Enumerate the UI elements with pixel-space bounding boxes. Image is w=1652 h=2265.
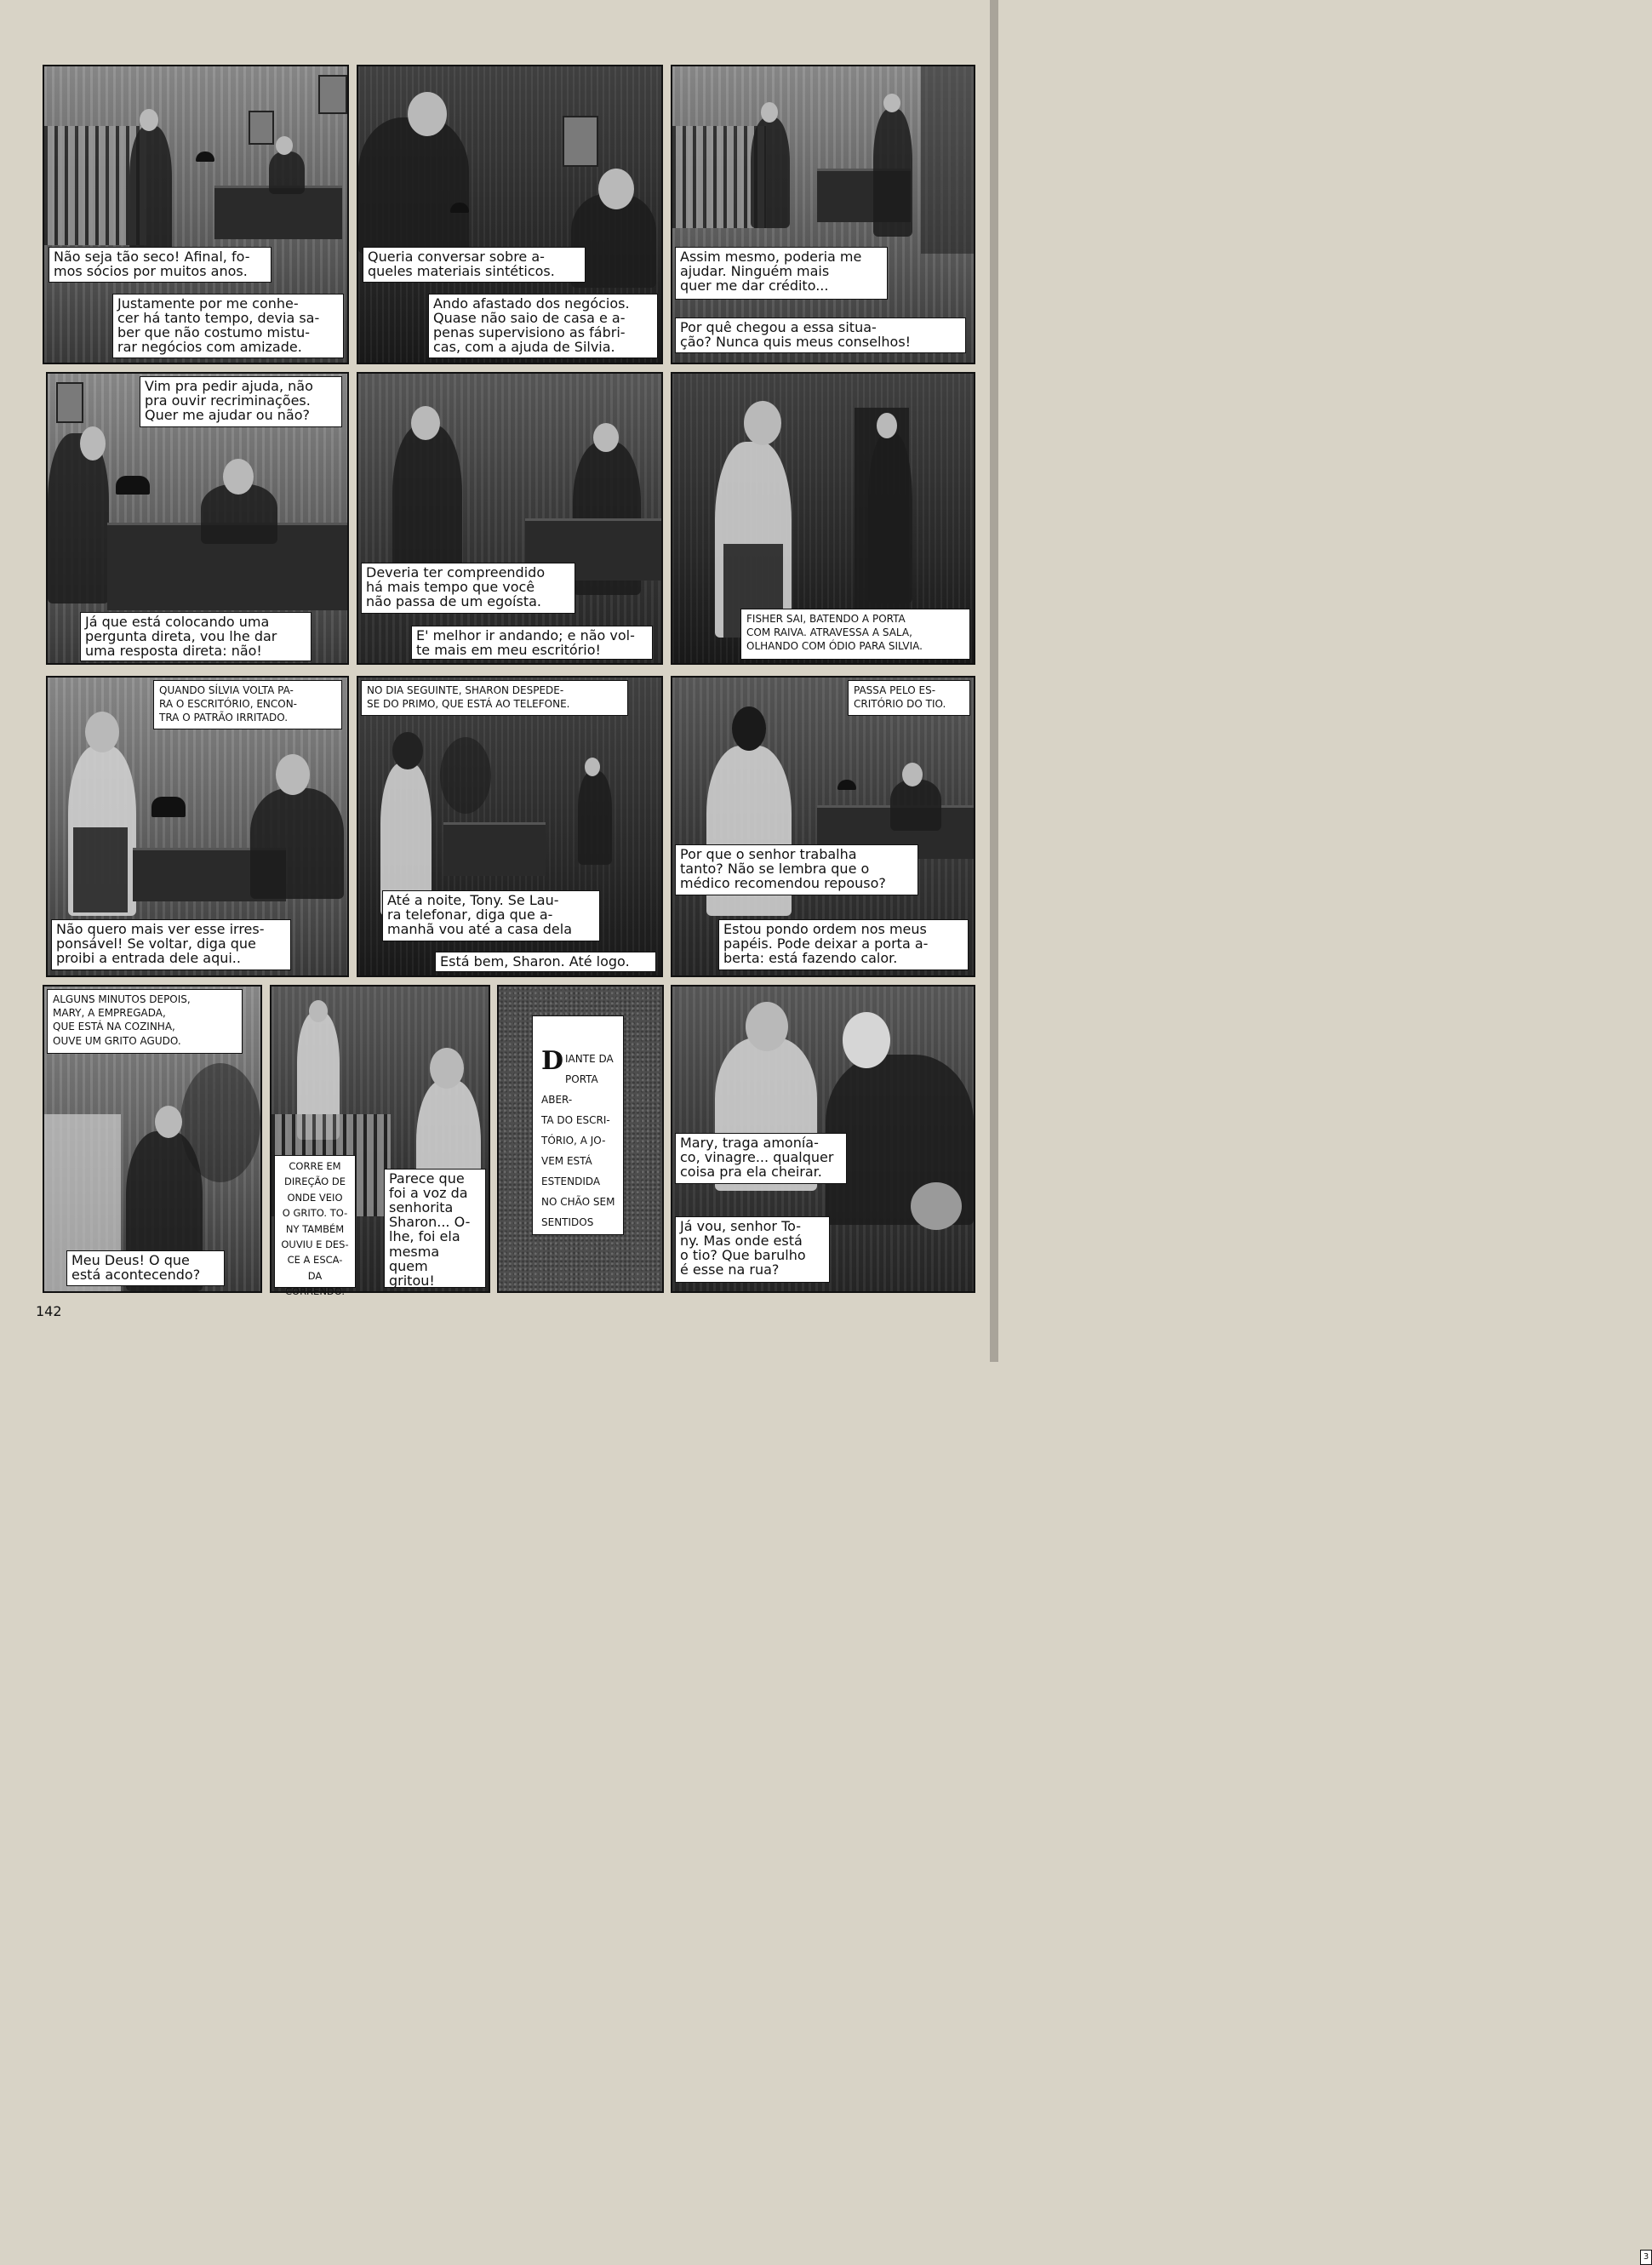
seated-man-figure — [890, 780, 941, 831]
man-head — [140, 109, 158, 131]
speech-bubble: Por que o senhor trabalha tanto? Não se lembra que o médico recomendou repouso? — [675, 844, 918, 895]
desk-lamp — [837, 780, 856, 790]
comic-panel-6 — [671, 372, 975, 665]
speech-bubble: Vim pra pedir ajuda, não pra ouvir recriminações. Quer me ajudar ou não? — [140, 376, 342, 427]
woman-skirt — [73, 827, 128, 912]
speech-bubble: Mary, traga amonía- co, vinagre... qualquer coisa pra ela cheirar. — [675, 1133, 847, 1184]
man-head — [902, 763, 923, 786]
narration-caption: PASSA PELO ES- CRITÓRIO DO TIO. — [848, 680, 970, 716]
speech-bubble: Está bem, Sharon. Até logo. — [435, 952, 656, 972]
speech-bubble: Justamente por me conhe- cer há tanto tempo, devia sa- ber que não costumo mistu- rar negócios com amizade. — [112, 294, 344, 358]
man-on-phone-figure — [578, 771, 612, 865]
man-head — [408, 92, 447, 136]
speech-bubble: Parece que foi a voz da senhorita Sharon... O- lhe, foi ela mesma quem gritou! — [384, 1169, 486, 1288]
narration-caption: NO DIA SEGUINTE, SHARON DESPEDE- SE DO PRIMO, QUE ESTÁ AO TELEFONE. — [361, 680, 628, 716]
man-head — [80, 426, 106, 460]
speech-bubble: Por quê chegou a essa situa- ção? Nunca quis meus conselhos! — [675, 317, 966, 353]
speech-bubble: Já vou, senhor To- ny. Mas onde está o tio? Que barulho é esse na rua? — [675, 1216, 830, 1283]
door-shadow — [921, 66, 974, 254]
comic-panel-1 — [43, 65, 349, 364]
man-head — [877, 413, 897, 438]
speech-bubble: Deveria ter compreendido há mais tempo que você não passa de um egoísta. — [361, 563, 575, 614]
leaning-man-figure — [358, 117, 469, 254]
desk-lamp — [450, 203, 469, 213]
maid-head — [155, 1106, 182, 1138]
man-at-door-figure — [868, 433, 912, 603]
unconscious-woman-head — [911, 1182, 962, 1230]
narration-box — [532, 1015, 624, 1235]
man-head — [585, 758, 600, 776]
comic-panel-8 — [357, 676, 663, 977]
corner-number: 3 — [1640, 2250, 1652, 2265]
wall-picture — [249, 111, 274, 145]
desk-lamp — [116, 476, 150, 495]
man-head — [309, 1000, 328, 1022]
man-head — [276, 754, 310, 795]
woman-head — [85, 712, 119, 752]
speech-bubble: Já que está colocando uma pergunta direta, vou lhe dar uma resposta direta: não! — [80, 612, 312, 661]
narration-caption: CORRE EM DIREÇÃO DE ONDE VEIO O GRITO. TO- NY TAMBÉM OUVIU E DES- CE A ESCA- DA CORRENDO. — [274, 1155, 356, 1288]
seated-man-figure — [250, 788, 344, 899]
speech-bubble: Meu Deus! O que está acontecendo? — [66, 1250, 225, 1286]
man-head — [843, 1012, 890, 1068]
comic-panel-9 — [671, 676, 975, 977]
man-head — [411, 406, 440, 440]
comic-panel-2 — [357, 65, 663, 364]
man-head — [761, 102, 778, 123]
comic-panel-11 — [270, 985, 490, 1298]
page-number: 142 — [36, 1303, 62, 1319]
speech-bubble: Ando afastado dos negócios. Quase não saio de casa e a- penas supervisiono as fábri- cas, com a ajuda de Silvia. — [428, 294, 658, 358]
woman-head — [732, 706, 766, 751]
standing-man-figure — [873, 109, 912, 237]
narration-caption: FISHER SAI, BATENDO A PORTA COM RAIVA. ATRAVESSA A SALA, OLHANDO COM ÓDIO PARA SILVIA. — [740, 609, 970, 660]
maid-head — [746, 1002, 788, 1051]
comic-panel-7 — [46, 676, 349, 977]
speech-bubble: Queria conversar sobre a- queles materiais sintéticos. — [363, 247, 586, 283]
man-head — [276, 136, 293, 155]
maid-head — [430, 1048, 464, 1089]
speech-bubble: E' melhor ir andando; e não vol- te mais em meu escritório! — [411, 626, 653, 660]
comic-panel-3 — [671, 65, 975, 364]
speech-bubble: Estou pondo ordem nos meus papéis. Pode deixar a porta a- berta: está fazendo calor. — [718, 919, 969, 970]
speech-bubble: Não quero mais ver esse irres- ponsável! Se voltar, diga que proibi a entrada dele aqui.. — [51, 919, 291, 970]
wall-picture — [318, 75, 347, 114]
speech-bubble: Não seja tão seco! Afinal, fo- mos sócios por muitos anos. — [49, 247, 272, 283]
man-head — [883, 94, 900, 112]
man-head — [598, 169, 634, 209]
wall-picture — [56, 382, 83, 423]
man-head — [223, 459, 254, 495]
standing-man-figure — [48, 433, 109, 603]
standing-man-figure — [129, 126, 172, 254]
comic-panel-5 — [357, 372, 663, 665]
desk-lamp — [196, 152, 214, 162]
drop-cap: D — [541, 1046, 564, 1076]
desk-lamp — [151, 797, 186, 817]
woman-head — [392, 732, 423, 769]
plant — [440, 737, 491, 814]
man-head — [593, 423, 619, 452]
wall-picture — [563, 116, 598, 167]
speech-bubble: Até a noite, Tony. Se Lau- ra telefonar, diga que a- manhã vou até a casa dela — [382, 890, 600, 941]
table — [443, 822, 546, 876]
comic-panel-10 — [43, 985, 262, 1293]
page-edge — [990, 0, 998, 1362]
seated-man-figure — [269, 152, 305, 194]
narration-text: IANTE DA PORTA ABER- TA DO ESCRI- TÓRIO, A JO- VEM ESTÁ ESTENDIDA NO CHÃO SEM SENTIDOS — [541, 1053, 615, 1228]
speech-bubble: Assim mesmo, poderia me ajudar. Ninguém mais quer me dar crédito... — [675, 247, 888, 300]
standing-man-figure — [751, 117, 790, 228]
narration-caption: QUANDO SÍLVIA VOLTA PA- RA O ESCRITÓRIO, ENCON- TRA O PATRÃO IRRITADO. — [153, 680, 342, 729]
narration-caption: ALGUNS MINUTOS DEPOIS, MARY, A EMPREGADA, QUE ESTÁ NA COZINHA, OUVE UM GRITO AGUDO. — [47, 989, 243, 1054]
woman-head — [744, 401, 781, 445]
comic-panel-4 — [46, 372, 349, 665]
comic-panel-13 — [671, 985, 1649, 2262]
